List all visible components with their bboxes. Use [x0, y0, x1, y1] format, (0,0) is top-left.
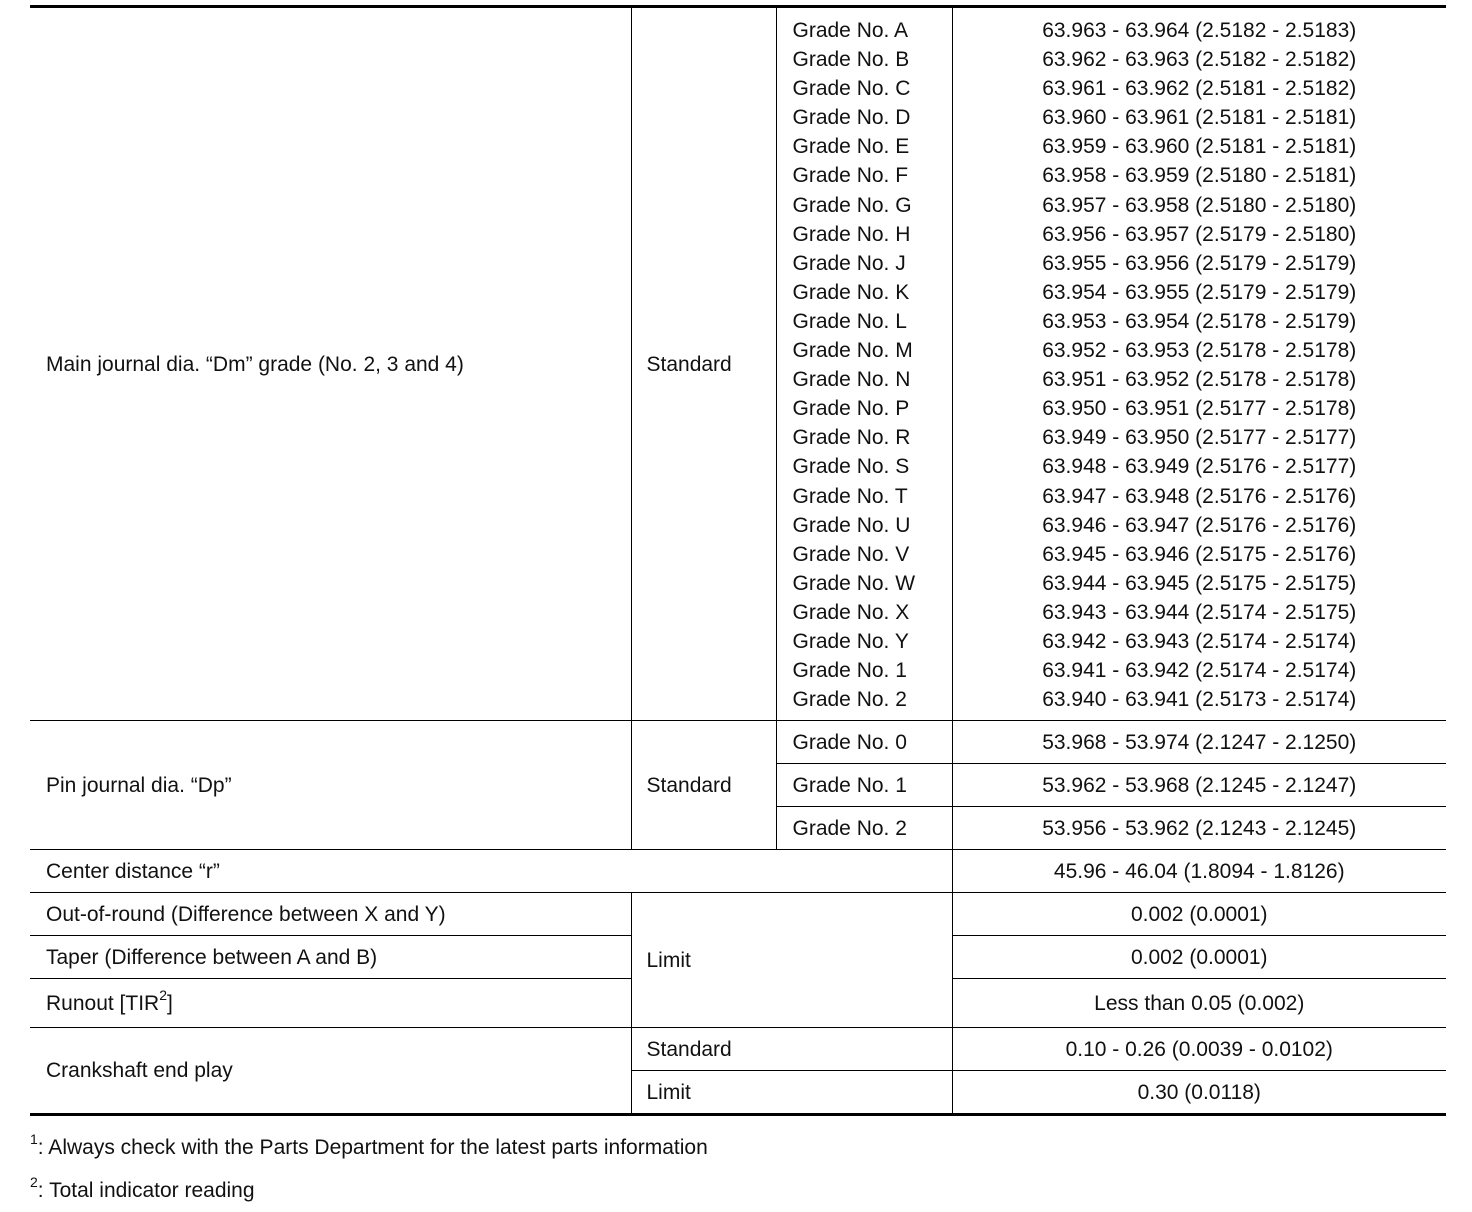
main-journal-grade: Grade No. D — [792, 106, 911, 130]
main-journal-value: 63.941 - 63.942 (2.5174 - 2.5174) — [1042, 659, 1357, 683]
main-journal-grade: Grade No. S — [792, 455, 910, 479]
main-journal-value: 63.953 - 63.954 (2.5178 - 2.5179) — [1042, 309, 1357, 333]
end-play-standard-type: Standard — [631, 1028, 952, 1071]
main-journal-grade: Grade No. B — [792, 48, 910, 72]
main-journal-grade: Grade No. R — [792, 426, 911, 450]
main-journal-row — [30, 7, 1446, 721]
main-journal-value: 63.959 - 63.960 (2.5181 - 2.5181) — [1042, 135, 1357, 159]
main-journal-value: 63.945 - 63.946 (2.5175 - 2.5176) — [1042, 542, 1357, 566]
end-play-limit-type: Limit — [631, 1071, 952, 1115]
runout-footnote-mark: 2 — [159, 986, 168, 1003]
main-journal-value: 63.957 - 63.958 (2.5180 - 2.5180) — [1042, 193, 1357, 217]
main-journal-value: 63.947 - 63.948 (2.5176 - 2.5176) — [1042, 484, 1357, 508]
footnote-mark: 2 — [30, 1174, 38, 1191]
main-journal-value: 63.944 - 63.945 (2.5175 - 2.5175) — [1042, 571, 1357, 595]
center-distance-value: 45.96 - 46.04 (1.8094 - 1.8126) — [952, 850, 1446, 893]
end-play-limit-value: 0.30 (0.0118) — [952, 1071, 1446, 1115]
main-journal-value: 63.940 - 63.941 (2.5173 - 2.5174) — [1042, 688, 1357, 712]
footnote-text: : Always check with the Parts Department for the latest parts information — [37, 1136, 708, 1160]
pin-journal-label: Pin journal dia. “Dp” — [30, 721, 631, 850]
main-journal-grade: Grade No. C — [792, 77, 911, 101]
main-journal-value: 63.952 - 63.953 (2.5178 - 2.5178) — [1042, 339, 1357, 363]
center-distance-row — [30, 850, 1446, 893]
main-journal-grade: Grade No. 1 — [792, 659, 907, 683]
main-journal-grade: Grade No. V — [792, 542, 910, 566]
out-of-round-row — [30, 893, 1446, 936]
main-journal-value: 63.946 - 63.947 (2.5176 - 2.5176) — [1042, 513, 1357, 537]
main-journal-value: 63.955 - 63.956 (2.5179 - 2.5179) — [1042, 251, 1357, 275]
main-journal-grade: Grade No. Y — [792, 629, 909, 653]
footnote-text: : Total indicator reading — [37, 1179, 255, 1203]
pin-journal-row-0 — [30, 721, 1446, 764]
taper-label: Taper (Difference between A and B) — [30, 936, 631, 979]
out-of-round-label: Out-of-round (Difference between X and Y) — [30, 893, 631, 936]
crankshaft-spec-table — [30, 5, 1446, 1116]
main-journal-grade: Grade No. 2 — [792, 688, 907, 712]
main-journal-grade: Grade No. T — [792, 484, 908, 508]
main-journal-type: Standard — [631, 7, 776, 721]
limit-type: Limit — [631, 893, 952, 1028]
runout-value: Less than 0.05 (0.002) — [952, 979, 1446, 1028]
main-journal-value: 63.942 - 63.943 (2.5174 - 2.5174) — [1042, 629, 1357, 653]
main-journal-grade: Grade No. X — [792, 600, 910, 624]
center-distance-label: Center distance “r” — [30, 850, 952, 893]
footnotes — [30, 1126, 1446, 1212]
main-journal-value: 63.949 - 63.950 (2.5177 - 2.5177) — [1042, 426, 1357, 450]
end-play-label: Crankshaft end play — [30, 1028, 631, 1115]
spec-table-container — [30, 5, 1446, 1212]
runout-label — [30, 979, 631, 1028]
main-journal-grade: Grade No. J — [792, 251, 906, 275]
main-journal-grade: Grade No. N — [792, 368, 911, 392]
pin-grade: Grade No. 0 — [776, 721, 952, 764]
main-journal-value: 63.948 - 63.949 (2.5176 - 2.5177) — [1042, 455, 1357, 479]
runout-label-end: ] — [167, 991, 173, 1015]
pin-journal-type: Standard — [631, 721, 776, 850]
runout-label-text: Runout [TIR — [46, 991, 160, 1015]
footnote-mark: 1 — [30, 1131, 38, 1148]
main-journal-grade: Grade No. P — [792, 397, 910, 421]
main-journal-grade: Grade No. G — [792, 193, 912, 217]
main-journal-value: 63.951 - 63.952 (2.5178 - 2.5178) — [1042, 368, 1357, 392]
main-journal-value: 63.958 - 63.959 (2.5180 - 2.5181) — [1042, 164, 1357, 188]
main-journal-value: 63.954 - 63.955 (2.5179 - 2.5179) — [1042, 280, 1357, 304]
main-journal-grade: Grade No. M — [792, 339, 913, 363]
main-journal-value: 63.960 - 63.961 (2.5181 - 2.5181) — [1042, 106, 1357, 130]
pin-grade: Grade No. 1 — [776, 764, 952, 807]
footnote-2 — [30, 1169, 1446, 1212]
main-journal-grade: Grade No. L — [792, 309, 907, 333]
main-journal-grade: Grade No. K — [792, 280, 910, 304]
main-journal-value: 63.943 - 63.944 (2.5174 - 2.5175) — [1042, 600, 1357, 624]
main-journal-value: 63.962 - 63.963 (2.5182 - 2.5182) — [1042, 48, 1357, 72]
main-journal-label: Main journal dia. “Dm” grade (No. 2, 3 and 4) — [30, 7, 631, 721]
main-journal-grade: Grade No. H — [792, 222, 911, 246]
main-journal-value: 63.956 - 63.957 (2.5179 - 2.5180) — [1042, 222, 1357, 246]
pin-value: 53.968 - 53.974 (2.1247 - 2.1250) — [952, 721, 1446, 764]
pin-grade: Grade No. 2 — [776, 807, 952, 850]
main-journal-value-list — [952, 7, 1446, 721]
main-journal-grade: Grade No. E — [792, 135, 910, 159]
end-play-standard-row — [30, 1028, 1446, 1071]
main-journal-grade: Grade No. W — [792, 571, 916, 595]
out-of-round-value: 0.002 (0.0001) — [952, 893, 1446, 936]
end-play-standard-value: 0.10 - 0.26 (0.0039 - 0.0102) — [952, 1028, 1446, 1071]
main-journal-value: 63.963 - 63.964 (2.5182 - 2.5183) — [1042, 19, 1357, 42]
main-journal-grade: Grade No. A — [792, 19, 909, 42]
taper-value: 0.002 (0.0001) — [952, 936, 1446, 979]
main-journal-grade: Grade No. F — [792, 164, 909, 188]
main-journal-grade-list — [776, 7, 952, 721]
main-journal-value: 63.950 - 63.951 (2.5177 - 2.5178) — [1042, 397, 1357, 421]
main-journal-value: 63.961 - 63.962 (2.5181 - 2.5182) — [1042, 77, 1357, 101]
pin-value: 53.956 - 53.962 (2.1243 - 2.1245) — [952, 807, 1446, 850]
pin-value: 53.962 - 53.968 (2.1245 - 2.1247) — [952, 764, 1446, 807]
footnote-1 — [30, 1126, 1446, 1169]
main-journal-grade: Grade No. U — [792, 513, 911, 537]
